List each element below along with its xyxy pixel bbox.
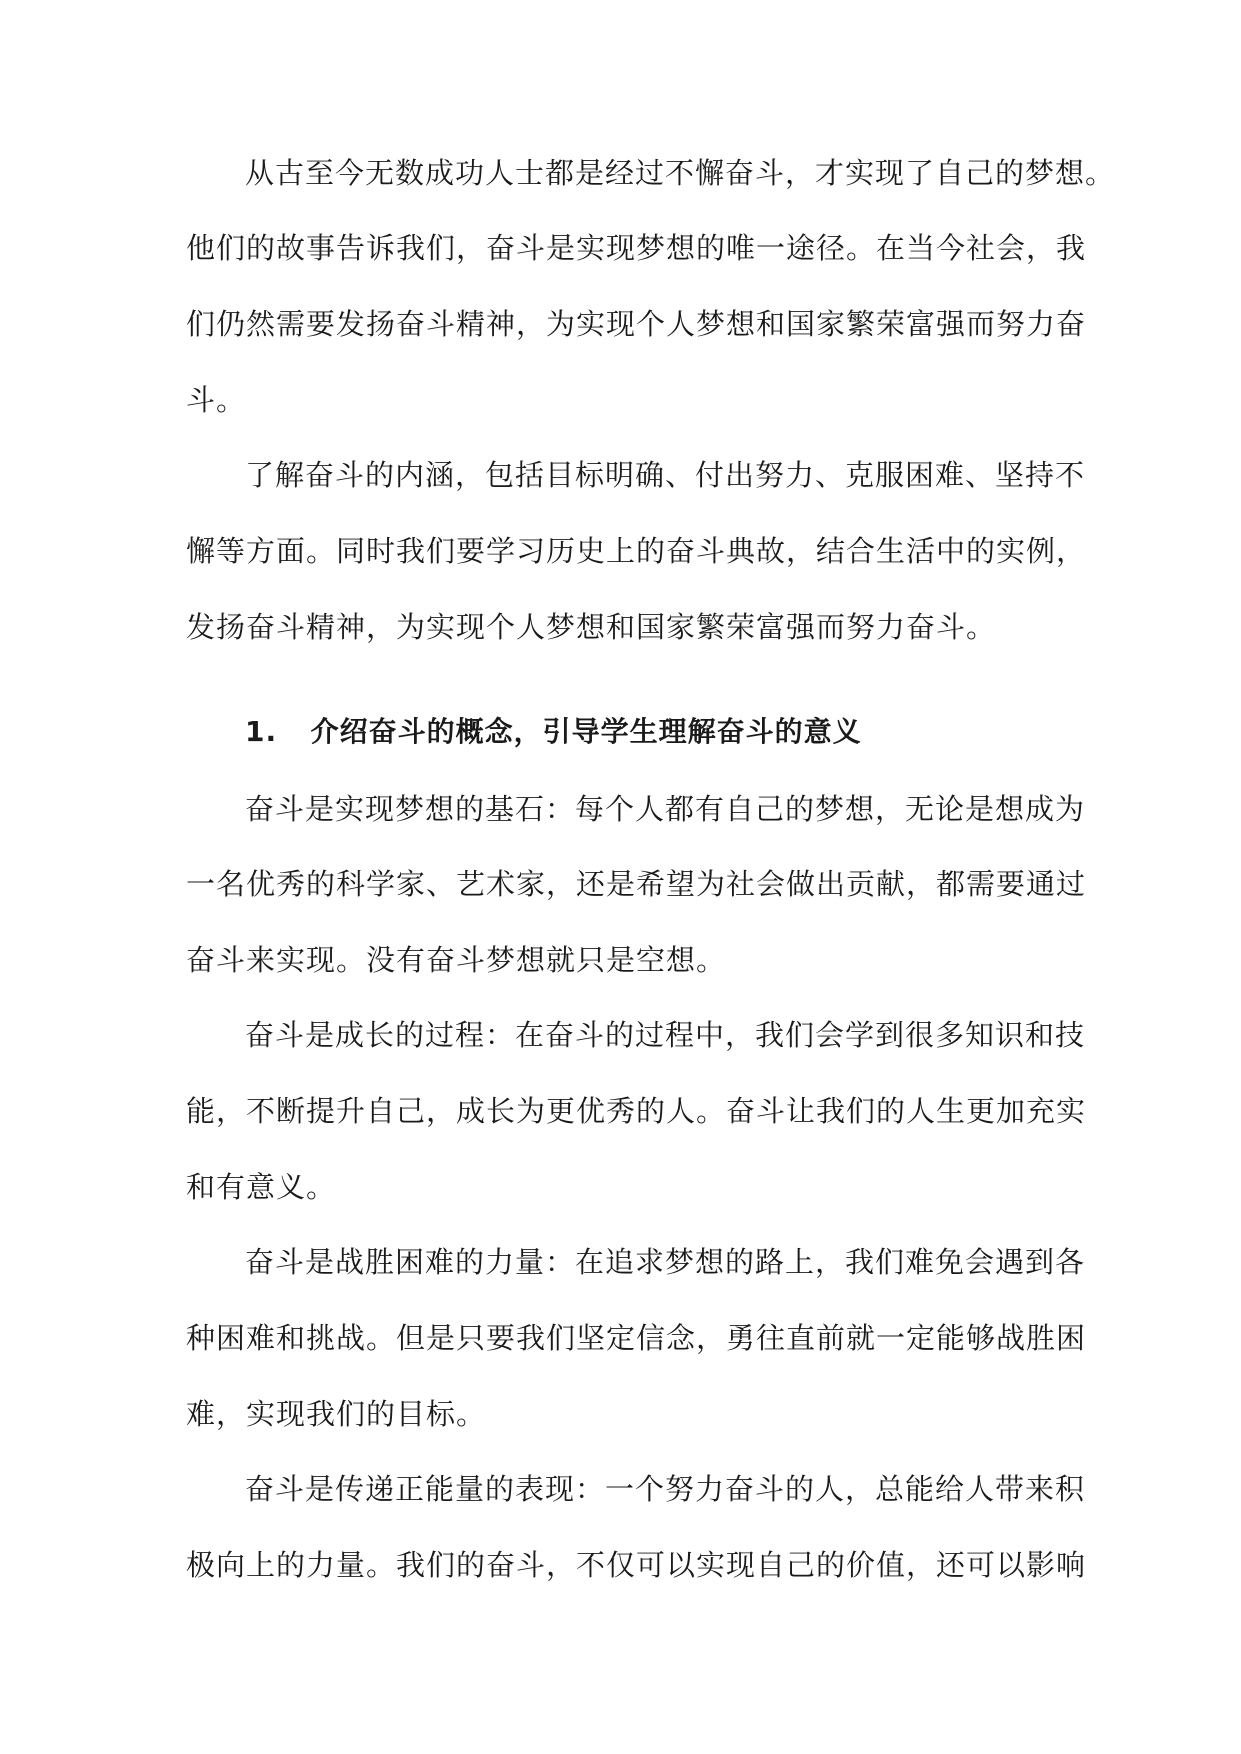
paragraph-1-line-3: 们仍然需要发扬奋斗精神，为实现个人梦想和国家繁荣富强而努力奋 [186, 307, 1087, 341]
point-1-line-1: 奋斗是实现梦想的基石：每个人都有自己的梦想，无论是想成为 [245, 792, 1086, 826]
section-heading [245, 712, 862, 752]
paragraph-1-line-1: 从古至今无数成功人士都是经过不懈奋斗，才实现了自己的梦想。 [245, 156, 1116, 190]
section-number: 1. [245, 715, 278, 748]
point-2-line-2: 能，不断提升自己，成长为更优秀的人。奋斗让我们的人生更加充实 [186, 1094, 1087, 1128]
point-3-line-3: 难，实现我们的目标。 [186, 1397, 487, 1431]
point-3-line-1: 奋斗是战胜困难的力量：在追求梦想的路上，我们难免会遇到各 [245, 1245, 1086, 1279]
paragraph-2-line-2: 懈等方面。同时我们要学习历史上的奋斗典故，结合生活中的实例， [186, 534, 1087, 568]
point-2-line-1: 奋斗是成长的过程：在奋斗的过程中，我们会学到很多知识和技 [245, 1018, 1086, 1052]
point-1-line-2: 一名优秀的科学家、艺术家，还是希望为社会做出贡献，都需要通过 [186, 867, 1087, 901]
paragraph-1-line-2: 他们的故事告诉我们，奋斗是实现梦想的唯一途径。在当今社会，我 [186, 231, 1087, 265]
point-3-line-2: 种困难和挑战。但是只要我们坚定信念，勇往直前就一定能够战胜困 [186, 1321, 1087, 1355]
point-4-line-2: 极向上的力量。我们的奋斗，不仅可以实现自己的价值，还可以影响 [186, 1548, 1087, 1582]
point-1-line-3: 奋斗来实现。没有奋斗梦想就只是空想。 [186, 943, 727, 977]
point-2-line-3: 和有意义。 [186, 1170, 337, 1204]
section-title: 介绍奋斗的概念，引导学生理解奋斗的意义 [310, 715, 862, 748]
paragraph-2-line-1: 了解奋斗的内涵，包括目标明确、付出努力、克服困难、坚持不 [245, 458, 1086, 492]
point-4-line-1: 奋斗是传递正能量的表现：一个努力奋斗的人，总能给人带来积 [245, 1472, 1086, 1506]
paragraph-2-line-3: 发扬奋斗精神，为实现个人梦想和国家繁荣富强而努力奋斗。 [186, 610, 997, 644]
paragraph-1-line-4: 斗。 [186, 383, 247, 417]
